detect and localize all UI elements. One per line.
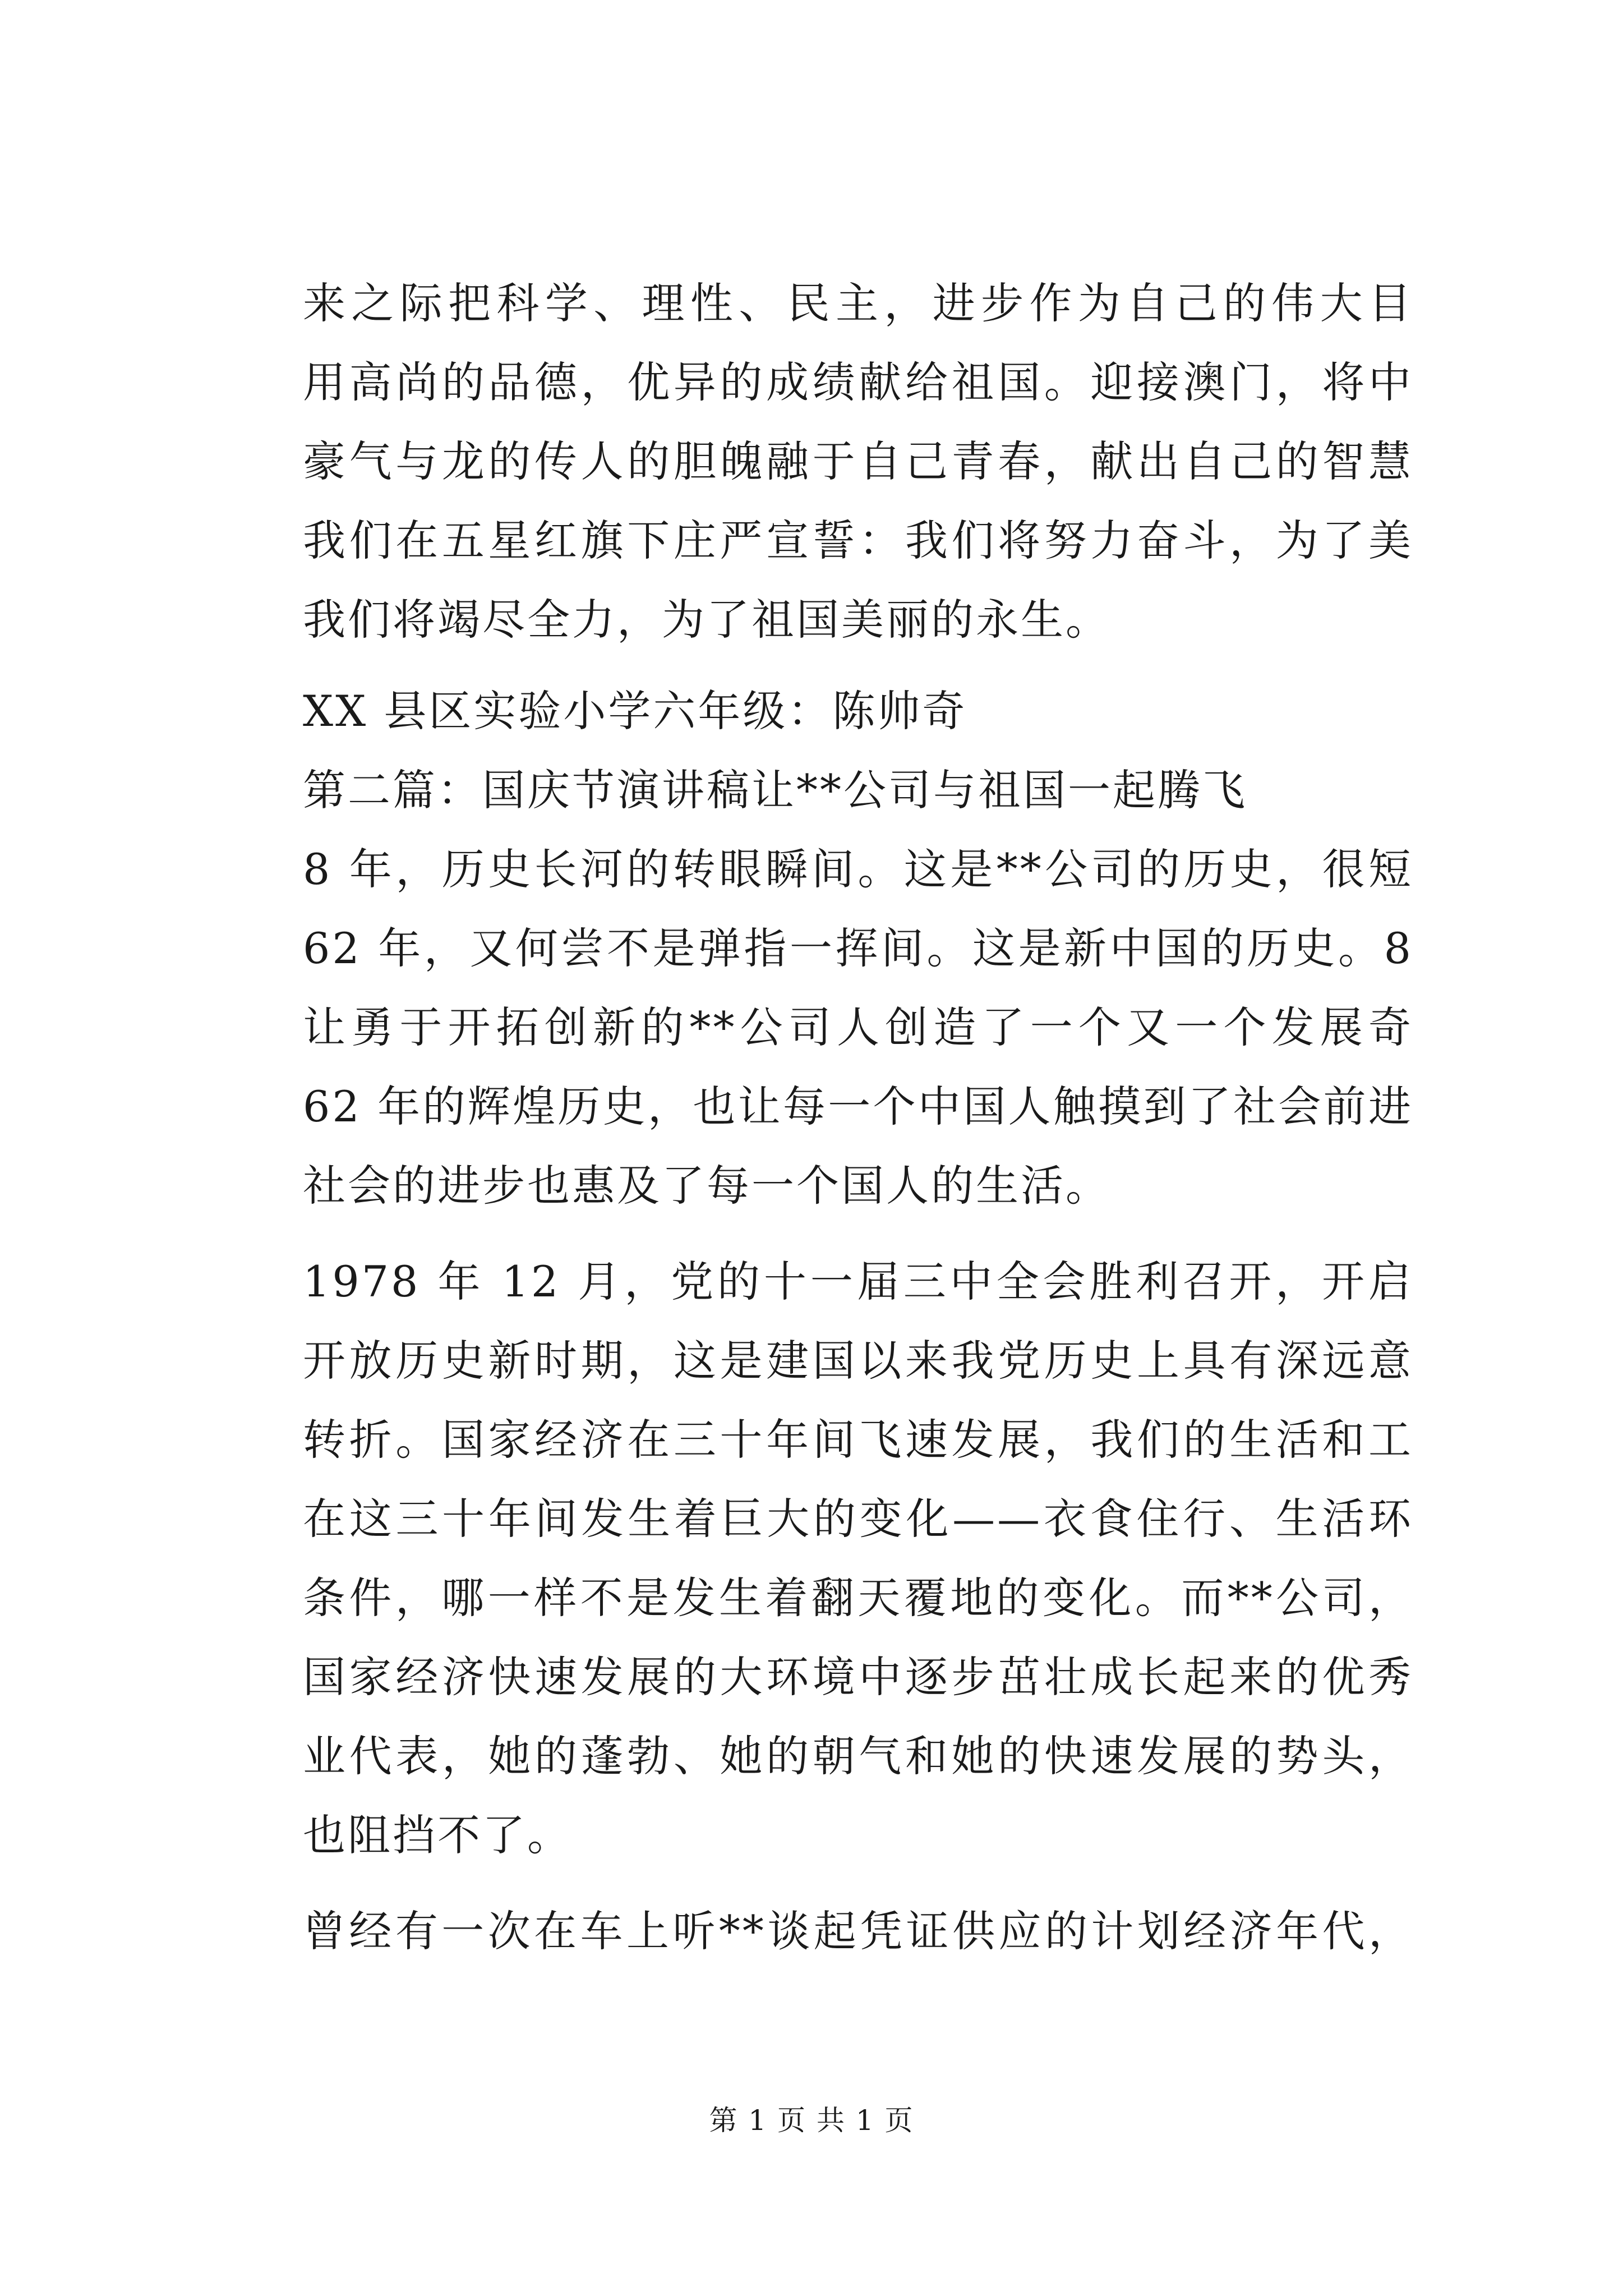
paragraph [303,671,1413,751]
text-line: 曾经有一次在车上听**谈起凭证供应的计划经济年代， [303,1906,1413,1956]
text-line: 来之际把科学、理性、民主，进步作为自己的伟大目 [303,278,1413,328]
text-line: 8 年，历史长河的转眼瞬间。这是**公司的历史，很短 [303,844,1413,894]
document-body [303,264,1413,1971]
paragraph [303,1892,1413,1971]
author-line: XX 县区实验小学六年级：陈帅奇 [303,686,967,736]
text-line: 开放历史新时期，这是建国以来我党历史上具有深远意 [303,1336,1413,1386]
text-line: 条件，哪一样不是发生着翻天覆地的变化。而**公司， [303,1573,1413,1623]
paragraph [303,1242,1413,1875]
section-heading: 第二篇：国庆节演讲稿让**公司与祖国一起腾飞 [303,765,1247,815]
text-line: 62 年的辉煌历史，也让每一个中国人触摸到了社会前进 [303,1082,1413,1131]
text-line: 转折。国家经济在三十年间飞速发展，我们的生活和工 [303,1415,1413,1465]
paragraph [303,830,1413,1225]
page-footer: 第 1 页 共 1 页 [709,2104,914,2137]
text-line: 社会的进步也惠及了每一个国人的生活。 [303,1161,1110,1211]
text-line: 国家经济快速发展的大环境中逐步茁壮成长起来的优秀 [303,1652,1413,1702]
text-line: 在这三十年间发生着巨大的变化——衣食住行、生活环 [303,1494,1413,1544]
paragraph [303,264,1413,659]
text-line: 让勇于开拓创新的**公司人创造了一个又一个发展奇 [303,1002,1413,1052]
paragraph [303,751,1413,830]
text-line: 业代表，她的蓬勃、她的朝气和她的快速发展的势头， [303,1731,1413,1781]
text-line: 也阻挡不了。 [303,1810,572,1860]
text-line: 我们将竭尽全力，为了祖国美丽的永生。 [303,595,1110,645]
text-line: 我们在五星红旗下庄严宣誓：我们将努力奋斗，为了美 [303,516,1413,565]
text-line: 62 年，又何尝不是弹指一挥间。这是新中国的历史。8 [303,923,1413,973]
text-line: 1978 年 12 月，党的十一届三中全会胜利召开，开启 [303,1257,1413,1306]
text-line: 用高尚的品德，优异的成绩献给祖国。迎接澳门，将中 [303,357,1413,407]
text-line: 豪气与龙的传人的胆魄融于自己青春，献出自己的智慧 [303,436,1413,486]
